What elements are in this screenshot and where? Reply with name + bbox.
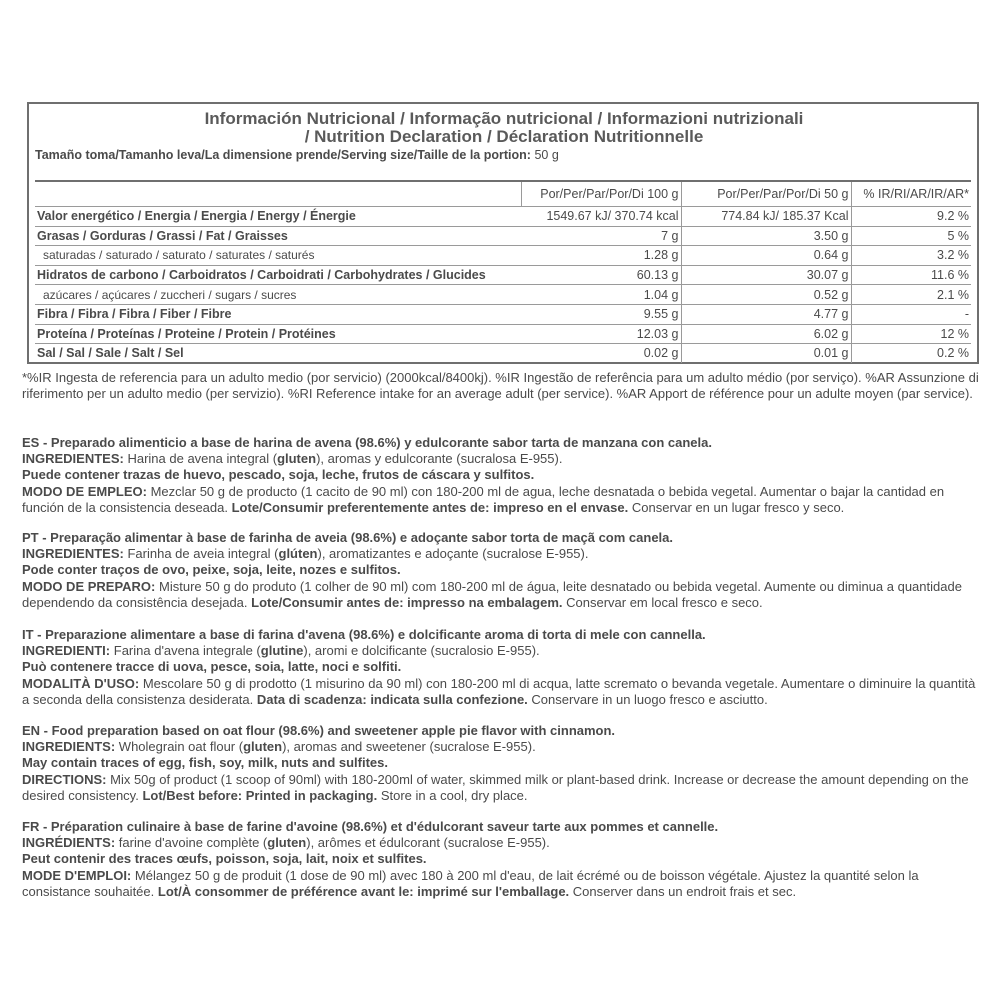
traces-line: Pode conter traços de ovo, peixe, soja, leite, nozes e sulfitos.: [22, 562, 401, 578]
storage-text: Conservar em local fresco e seco.: [566, 594, 763, 610]
section-heading: PT - Preparação alimentar à base de farinha de aveia (98.6%) e adoçante sabor torta de maçã com canela.: [22, 530, 673, 545]
storage-text: Store in a cool, dry place.: [380, 787, 528, 803]
section-heading: IT - Preparazione alimentare a base di farina d'avena (98.6%) e dolcificante aroma di torta di mele con cannella.: [22, 627, 706, 642]
nutrient-label: Hidratos de carbono / Carboidratos / Carboidrati / Carbohydrates / Glucides: [35, 265, 521, 285]
value-per-100g: 0.02 g: [521, 344, 681, 363]
section-heading: FR - Préparation culinaire à base de farine d'avoine (98.6%) et d'édulcorant saveur tarte aux pommes et cannelle.: [22, 819, 719, 834]
storage-text: Conservare in un luogo fresco e asciutto.: [531, 691, 768, 707]
lot-text: Lot/À consommer de préférence avant le: imprimé sur l'emballage.: [157, 883, 570, 899]
table-row-energy: [35, 207, 971, 227]
column-header-nutrient: [35, 181, 521, 207]
directions-line: [22, 484, 984, 516]
column-header-per-50g: Por/Per/Par/Por/Di 50 g: [681, 181, 851, 207]
storage-text: Conservar en un lugar fresco y seco.: [631, 499, 845, 515]
value-reference-intake: -: [851, 304, 971, 324]
value-per-50g: 0.01 g: [681, 344, 851, 363]
section-heading: EN - Food preparation based on oat flour (98.6%) and sweetener apple pie flavor with cinnamon.: [22, 723, 616, 738]
section-en: [22, 723, 984, 804]
table-row-protein: [35, 324, 971, 344]
nutrient-label: Proteína / Proteínas / Proteine / Protein / Protéines: [35, 324, 521, 344]
value-per-50g: 6.02 g: [681, 324, 851, 344]
value-reference-intake: 9.2 %: [851, 207, 971, 227]
value-per-50g: 4.77 g: [681, 304, 851, 324]
directions-line: [22, 868, 984, 900]
nutrient-label: Valor energético / Energia / Energia / Energy / Énergie: [35, 207, 521, 227]
ingredients-label: INGREDIENTI:: [22, 643, 111, 659]
ingredients-text: Farinha de aveia integral (: [127, 546, 279, 562]
allergen: gluten: [243, 739, 283, 755]
allergen: gluten: [267, 835, 307, 851]
value-per-50g: 0.64 g: [681, 246, 851, 266]
value-reference-intake: 11.6 %: [851, 265, 971, 285]
table-header-row: [35, 181, 971, 207]
ingredients-line: [22, 643, 984, 659]
value-reference-intake: 2.1 %: [851, 285, 971, 305]
directions-label: MODO DE PREPARO:: [22, 578, 156, 594]
value-per-100g: 60.13 g: [521, 265, 681, 285]
ingredients-text: Wholegrain oat flour (: [118, 739, 244, 755]
ingredients-text-end: ), aromas and sweetener (sucralose E-955).: [282, 739, 536, 755]
directions-text: Mescolare 50 g di prodotto (1 misurino da 90 ml) con 180-200 ml di acqua, latte scremato o bevanda vegetale. Aumentare o diminuire la quantità a seconda della consistenza desiderata.: [22, 675, 976, 707]
directions-line: [22, 579, 984, 611]
section-it: [22, 627, 984, 708]
ingredients-label: INGREDIENTS:: [22, 739, 116, 755]
value-per-50g: 0.52 g: [681, 285, 851, 305]
ingredients-text: Farina d'avena integrale (: [113, 643, 261, 659]
storage-text: Conserver dans un endroit frais et sec.: [572, 883, 797, 899]
ingredients-line: [22, 739, 984, 755]
ingredients-label: INGRÉDIENTS:: [22, 835, 116, 851]
nutrition-title-line-1: Información Nutricional / Informação nutricional / Informazioni nutrizionali: [204, 109, 804, 128]
column-header-per-100g: Por/Per/Par/Por/Di 100 g: [521, 181, 681, 207]
value-per-100g: 12.03 g: [521, 324, 681, 344]
ingredients-text: farine d'avoine complète (: [118, 835, 268, 851]
value-reference-intake: 0.2 %: [937, 346, 969, 361]
directions-label: MODO DE EMPLEO:: [22, 483, 147, 499]
directions-text: Mix 50g of product (1 scoop of 90ml) with 180-200ml of water, skimmed milk or plant-based drink. Increase or decrease the amount depending on the desired consistency.: [22, 771, 969, 803]
table-row-sugars: [35, 285, 971, 305]
value-reference-intake: 12 %: [851, 324, 971, 344]
traces-line: Puede contener trazas de huevo, pescado, soja, leche, frutos de cáscara y sulfitos.: [22, 467, 535, 483]
serving-size-label: Tamaño toma/Tamanho leva/La dimensione prende/Serving size/Taille de la portion:: [35, 148, 531, 162]
section-pt: [22, 530, 984, 611]
table-row-fat: [35, 226, 971, 246]
ingredients-text: Harina de avena integral (: [127, 451, 278, 467]
nutrient-label: Fibra / Fibra / Fibra / Fiber / Fibre: [35, 304, 521, 324]
value-per-100g: 7 g: [521, 226, 681, 246]
value-reference-intake: 3.2 %: [851, 246, 971, 266]
section-fr: [22, 819, 984, 900]
table-row-fibre: [35, 304, 971, 324]
ingredients-text-end: ), aromas y edulcorante (sucralosa E-955).: [316, 451, 563, 467]
nutrition-table: [35, 180, 971, 363]
directions-label: MODALITÀ D'USO:: [22, 675, 140, 691]
column-header-reference-intake: % IR/RI/AR/IR/AR*: [851, 181, 971, 207]
lot-text: Data di scadenza: indicata sulla confezione.: [256, 691, 528, 707]
directions-label: MODE D'EMPLOI:: [22, 867, 132, 883]
table-row-salt: [35, 344, 971, 363]
value-per-50g: 3.50 g: [681, 226, 851, 246]
value-per-50g: 30.07 g: [681, 265, 851, 285]
nutrient-label: Sal / Sal / Sale / Salt / Sel: [37, 346, 184, 361]
value-per-100g: 1.04 g: [521, 285, 681, 305]
nutrition-table-box: [27, 102, 979, 364]
directions-text: Mélangez 50 g de produit (1 dose de 90 ml) avec 180 à 200 ml d'eau, de lait écrémé ou de boisson végétale. Ajustez la quantité selon la consistance souhaitée.: [22, 867, 919, 899]
lot-text: Lot/Best before: Printed in packaging.: [142, 787, 378, 803]
value-per-100g: 9.55 g: [521, 304, 681, 324]
serving-size-value: 50 g: [534, 148, 559, 162]
directions-label: DIRECTIONS:: [22, 771, 107, 787]
value-per-50g: 774.84 kJ/ 185.37 Kcal: [681, 207, 851, 227]
nutrient-label: Grasas / Gorduras / Grassi / Fat / Graisses: [35, 226, 521, 246]
allergen: glúten: [278, 546, 318, 562]
value-reference-intake: 5 %: [851, 226, 971, 246]
value-per-100g: 1549.67 kJ/ 370.74 kcal: [521, 207, 681, 227]
table-row-carbohydrates: [35, 265, 971, 285]
nutrient-label: saturadas / saturado / saturato / saturates / saturés: [35, 246, 521, 266]
directions-text: Misture 50 g do produto (1 colher de 90 ml) com 180-200 ml de água, leite desnatado ou bebida vegetal. Aumente ou diminua a quantidade dependendo da consistência desejada.: [22, 578, 962, 610]
ingredients-text-end: ), aromatizantes e adoçante (sucralose E-955).: [317, 546, 589, 562]
traces-line: Peut contenir des traces œufs, poisson, soja, lait, noix et sulfites.: [22, 851, 427, 867]
ingredients-text-end: ), arômes et édulcorant (sucralose E-955).: [306, 835, 550, 851]
nutrition-title-line-2: / Nutrition Declaration / Déclaration Nutritionnelle: [304, 127, 704, 146]
serving-size: [35, 148, 559, 162]
table-row-saturates: [35, 246, 971, 266]
ingredients-line: [22, 451, 984, 467]
section-heading: ES - Preparado alimenticio a base de harina de avena (98.6%) y edulcorante sabor tarta de manzana con canela.: [22, 435, 712, 450]
directions-line: [22, 772, 984, 804]
reference-intake-footnote: *%IR Ingesta de referencia para un adulto medio (por servicio) (2000kcal/8400kj). %IR Ingestão de referência para um adulto médio (por serviço). %AR Assunzione di riferimento per un adulto medio (per servizio). %RI Reference intake for an average adult (per service). %AR Apport de référence pour un adulte moyen (par service).: [22, 370, 979, 401]
lot-text: Lote/Consumir preferentemente antes de: impreso en el envase.: [231, 499, 629, 515]
ingredients-text-end: ), aromi e dolcificante (sucralosio E-955).: [303, 643, 540, 659]
allergen: gluten: [277, 451, 317, 467]
allergen: glutine: [260, 643, 304, 659]
directions-line: [22, 676, 984, 708]
ingredients-line: [22, 546, 984, 562]
nutrient-label: azúcares / açúcares / zuccheri / sugars / sucres: [35, 285, 521, 305]
directions-text: Mezclar 50 g de producto (1 cacito de 90 ml) con 180-200 ml de agua, leche desnatada o bebida vegetal. Aumentar o bajar la cantidad en función de la consistencia deseada.: [22, 483, 945, 515]
traces-line: Può contenere tracce di uova, pesce, soia, latte, noci e solfiti.: [22, 659, 402, 675]
ingredients-label: INGREDIENTES:: [22, 546, 124, 562]
ingredients-label: INGREDIENTES:: [22, 451, 124, 467]
section-es: [22, 435, 984, 516]
lot-text: Lote/Consumir antes de: impresso na embalagem.: [251, 594, 563, 610]
ingredients-line: [22, 835, 984, 851]
traces-line: May contain traces of egg, fish, soy, milk, nuts and sulfites.: [22, 755, 389, 771]
value-per-100g: 1.28 g: [521, 246, 681, 266]
